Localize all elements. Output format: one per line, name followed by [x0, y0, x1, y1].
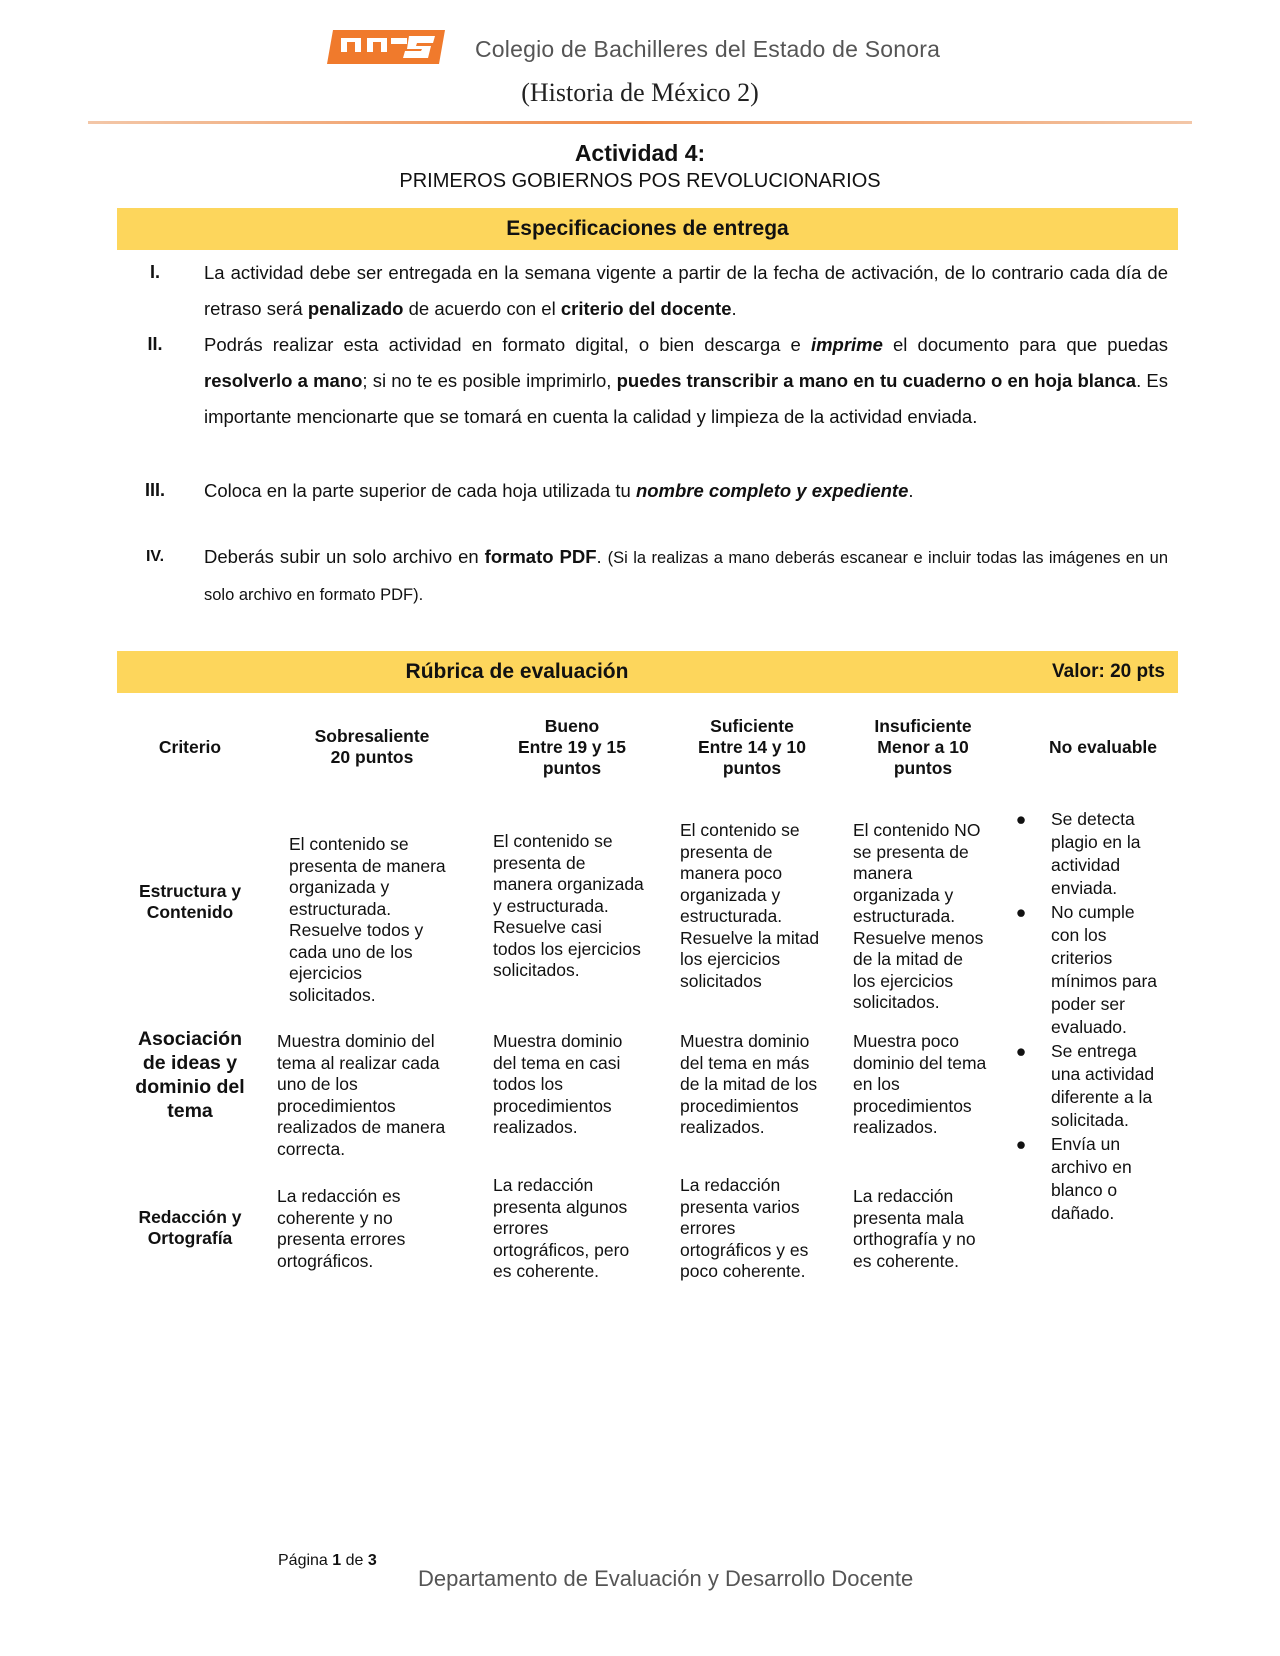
specs-heading-band	[117, 208, 1178, 250]
page-of: de	[345, 1552, 364, 1569]
column-header-bueno: Bueno Entre 19 y 15 puntos	[518, 716, 626, 778]
list-item	[1013, 901, 1193, 1039]
bullet-icon: ●	[1015, 1041, 1027, 1061]
column-header-no-evaluable: No evaluable	[1049, 737, 1157, 757]
subject-title: (Historia de México 2)	[521, 78, 759, 107]
rubric-heading: Rúbrica de evaluación	[405, 660, 629, 683]
spec-text: La actividad debe ser entregada en la semana vigente a partir de la fecha de activación, de lo contrario cada día de retraso será penalizado de acuerdo con el criterio del docente.	[204, 262, 1168, 319]
column-header-suficiente: Suficiente Entre 14 y 10 puntos	[698, 716, 806, 778]
department-name: Departamento de Evaluación y Desarrollo Docente	[418, 1566, 914, 1591]
spec-number: I.	[149, 262, 160, 282]
rubric-cell: El contenido se presenta de manera organizada y estructurada. Resuelve casi todos los ejercicios solicitados.	[493, 831, 644, 980]
page-current: 1	[332, 1552, 342, 1569]
row-criterion: Asociación de ideas y dominio del tema	[135, 1028, 245, 1122]
rubric-cell: Muestra dominio del tema al realizar cada uno de los procedimientos realizados de manera correcta.	[277, 1031, 446, 1159]
spec-number: III.	[144, 480, 165, 500]
column-header-criterio: Criterio	[158, 737, 222, 757]
rubric-value: Valor: 20 pts	[1052, 661, 1165, 682]
rubric-cell: Muestra poco dominio del tema en los procedimientos realizados.	[853, 1031, 987, 1137]
page-number	[278, 1552, 377, 1570]
column-header-sobresaliente: Sobresaliente 20 puntos	[314, 726, 430, 767]
not-evaluable-list	[1013, 808, 1193, 1226]
list-item-text: No cumple con los criterios mínimos para poder ser evaluado.	[1051, 902, 1158, 1037]
rubric-cell: El contenido se presenta de manera organizada y estructurada. Resuelve todos y cada uno de los ejercicios solicitados.	[289, 834, 446, 1005]
spec-text: Podrás realizar esta actividad en formato digital, o bien descarga e imprime el documento para que puedas resolverlo a mano; si no te es posible imprimirlo, puedes transcribir a mano en tu cuaderno o en hoja blanca. Es importante mencionarte que se tomará en cuenta la calidad y limpieza de la actividad enviada.	[204, 334, 1168, 427]
list-item-text: Se entrega una actividad diferente a la solicitada.	[1051, 1041, 1155, 1130]
rubric-cell: Muestra dominio del tema en casi todos los procedimientos realizados.	[493, 1031, 623, 1137]
rubric-cell: Muestra dominio del tema en más de la mitad de los procedimientos realizados.	[680, 1031, 818, 1137]
column-header-insuficiente: Insuficiente Menor a 10 puntos	[874, 716, 972, 778]
spec-text: Deberás subir un solo archivo en formato PDF. (Si la realizas a mano deberás escanear e incluir todas las imágenes en un solo archivo en formato PDF).	[204, 546, 1168, 604]
page-total: 3	[367, 1552, 377, 1569]
bullet-icon: ●	[1015, 1134, 1027, 1154]
rubric-heading-band	[117, 651, 1178, 693]
list-item	[1013, 1133, 1193, 1225]
rubric-cell: La redacción presenta algunos errores ortográficos, pero es coherente.	[493, 1175, 630, 1281]
bullet-icon: ●	[1015, 809, 1027, 829]
spec-number: II.	[147, 334, 163, 354]
specs-heading: Especificaciones de entrega	[506, 217, 789, 240]
list-item	[1013, 808, 1193, 900]
rubric-cell: La redacción presenta mala orthografía y no es coherente.	[853, 1186, 976, 1271]
row-criterion: Estructura y Contenido	[138, 881, 242, 922]
page-label: Página	[278, 1552, 328, 1569]
rubric-cell: El contenido se presenta de manera poco organizada y estructurada. Resuelve la mitad los ejercicios solicitados	[680, 820, 820, 991]
list-item-text: Envía un archivo en blanco o dañado.	[1051, 1134, 1132, 1223]
rubric-cell: El contenido NO se presenta de manera organizada y estructurada. Resuelve menos de la mitad de los ejercicios solicitados.	[853, 820, 984, 1012]
activity-subtitle: PRIMEROS GOBIERNOS POS REVOLUCIONARIOS	[399, 170, 881, 192]
list-item-text: Se detecta plagio en la actividad enviada.	[1051, 809, 1141, 898]
rubric-cell: La redacción es coherente y no presenta errores ortográficos.	[277, 1186, 406, 1271]
bullet-icon: ●	[1015, 902, 1027, 922]
row-criterion: Redacción y Ortografía	[138, 1207, 242, 1248]
list-item	[1013, 1040, 1193, 1132]
activity-title: Actividad 4:	[574, 140, 706, 166]
rubric-cell: La redacción presenta varios errores ortográficos y es poco coherente.	[680, 1175, 809, 1281]
spec-number: IV.	[145, 548, 165, 565]
school-name: Colegio de Bachilleres del Estado de Sonora	[475, 36, 941, 62]
header-divider	[88, 121, 1192, 124]
spec-text: Coloca en la parte superior de cada hoja utilizada tu nombre completo y expediente.	[204, 480, 914, 501]
school-logo	[327, 26, 448, 68]
